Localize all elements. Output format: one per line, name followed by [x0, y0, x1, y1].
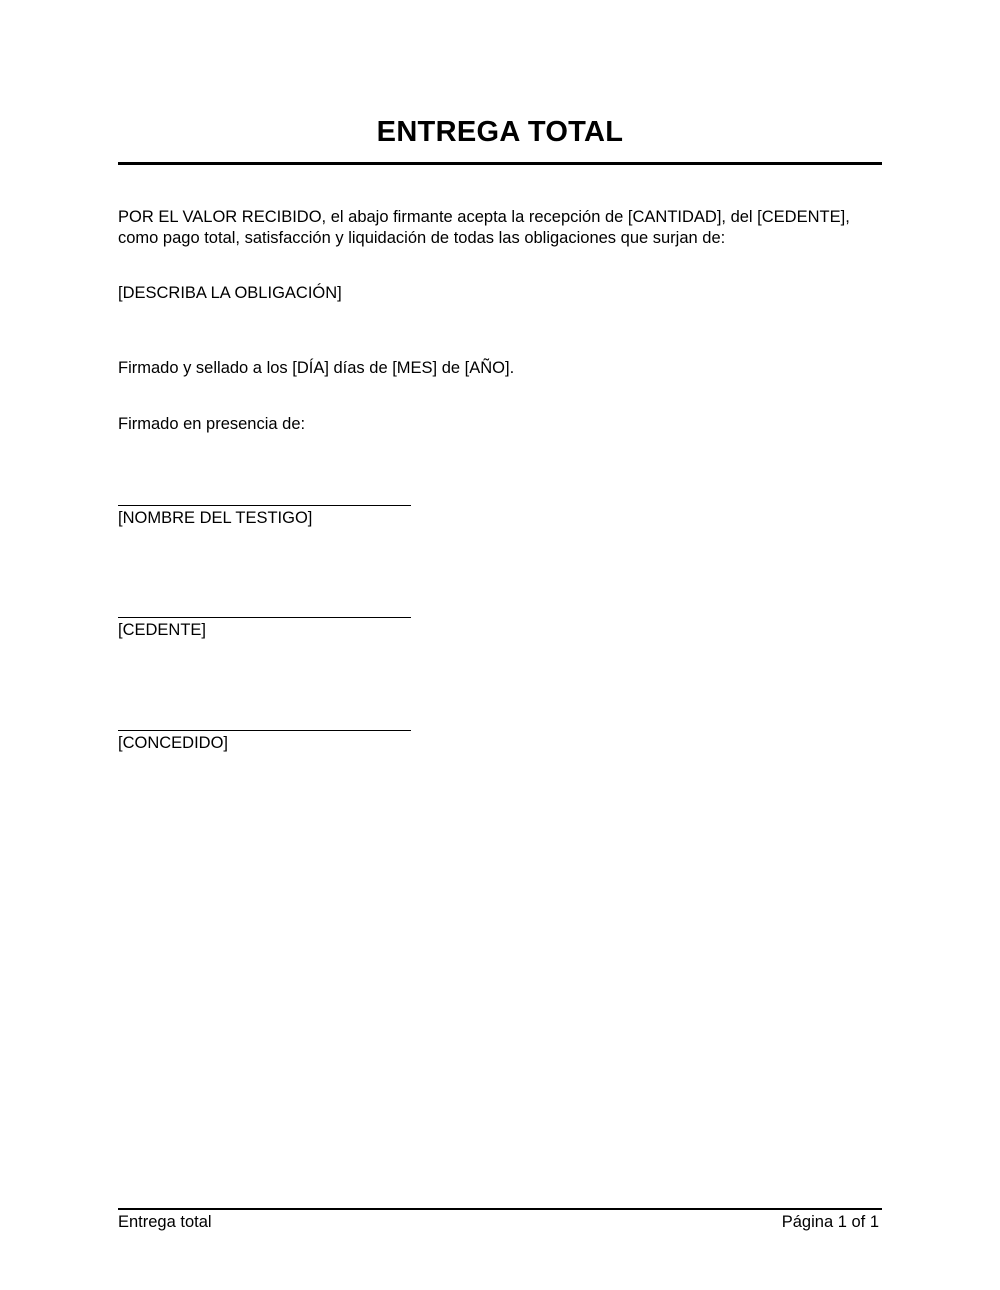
title-divider	[118, 162, 882, 165]
document-title: ENTREGA TOTAL	[376, 116, 624, 148]
grantee-signature-line	[118, 730, 411, 731]
grantee-label: [CONCEDIDO]	[118, 734, 229, 752]
footer-page-number: Página 1 of 1	[781, 1213, 879, 1231]
footer-divider	[118, 1208, 882, 1210]
intro-paragraph-line-1: POR EL VALOR RECIBIDO, el abajo firmante acepta la recepción de [CANTIDAD], del [CEDENTE],	[118, 208, 850, 226]
footer-document-name: Entrega total	[118, 1213, 212, 1231]
witness-signature-line	[118, 505, 411, 506]
signed-date-line: Firmado y sellado a los [DÍA] días de [MES] de [AÑO].	[118, 359, 515, 377]
signed-presence-line: Firmado en presencia de:	[118, 415, 306, 433]
intro-paragraph-line-2: como pago total, satisfacción y liquidación de todas las obligaciones que surjan de:	[118, 229, 726, 247]
obligation-placeholder: [DESCRIBA LA OBLIGACIÓN]	[118, 284, 342, 302]
assignor-label: [CEDENTE]	[118, 621, 207, 639]
witness-name-label: [NOMBRE DEL TESTIGO]	[118, 509, 313, 527]
assignor-signature-line	[118, 617, 411, 618]
